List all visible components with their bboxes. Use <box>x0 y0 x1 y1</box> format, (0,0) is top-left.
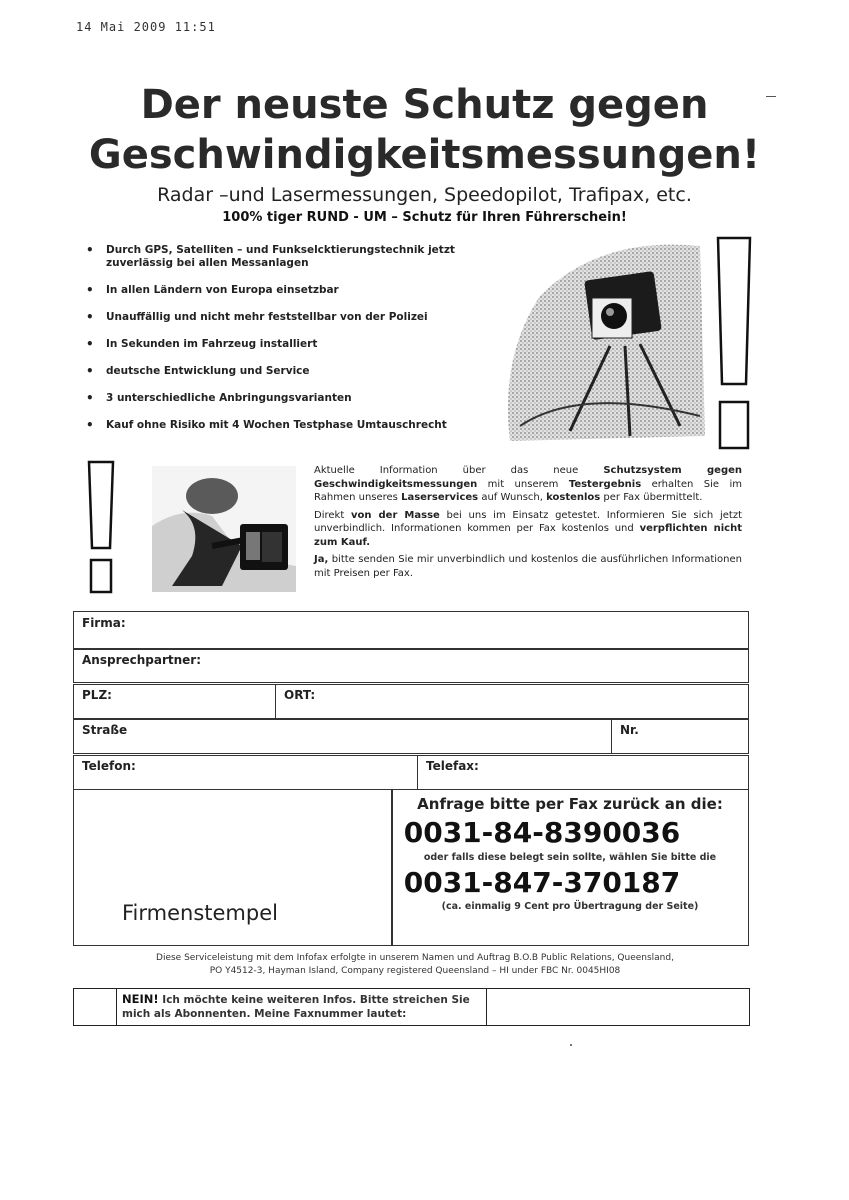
unsubscribe-no: NEIN! <box>122 992 159 1006</box>
feature-item: • Unauffällig und nicht mehr feststellbar von der Polizei <box>86 311 466 324</box>
fax-number-secondary: 0031-847-370187 <box>403 866 681 899</box>
exclamation-icon <box>86 460 116 596</box>
footer-line: Diese Serviceleistung mit dem Infofax erfolgte in unserem Namen und Auftrag B.O.B Public Relations, Queensland, <box>156 953 674 963</box>
fax-label: Telefax: <box>426 759 479 773</box>
exclamation-icon <box>714 236 754 452</box>
feature-item: • In Sekunden im Fahrzeug installiert <box>86 338 466 351</box>
house-number-label: Nr. <box>620 723 639 737</box>
city-label: ORT: <box>284 688 316 702</box>
officer-laser-photo <box>152 466 296 592</box>
fax-field[interactable] <box>417 755 749 790</box>
stray-mark <box>570 1044 572 1046</box>
street-field[interactable] <box>73 719 613 754</box>
headline-subline: Radar –und Lasermessungen, Speedopilot, Trafipax, etc. <box>157 184 692 206</box>
fax-alt-note: oder falls diese belegt sein sollte, wählen Sie bitte die <box>423 852 717 863</box>
fax-cost-note: (ca. einmalig 9 Cent pro Übertragung der Seite) <box>441 901 699 912</box>
fax-number-primary: 0031-84-8390036 <box>403 816 681 849</box>
info-paragraph: Direkt von der Masse bei uns im Einsatz getestet. Informieren Sie sich jetzt unverbindlich. Informationen kommen per Fax kostenlos und verpflichten nicht zum Kauf. <box>314 509 742 548</box>
speed-camera-photo <box>500 236 710 450</box>
headline-line-1: Der neuste Schutz gegen <box>140 82 709 128</box>
feature-item: • Kauf ohne Risiko mit 4 Wochen Testphase Umtauschrecht <box>86 419 466 432</box>
info-text-block <box>314 464 742 584</box>
firma-label: Firma: <box>82 616 126 630</box>
company-stamp-box[interactable] <box>73 789 393 946</box>
feature-item: • In allen Ländern von Europa einsetzbar <box>86 284 466 297</box>
fax-return-box <box>391 789 749 946</box>
fax-return-title: Anfrage bitte per Fax zurück an die: <box>417 795 723 813</box>
footer-line: PO Y4512-3, Hayman Island, Company registered Queensland – HI under FBC Nr. 0045HI08 <box>209 966 621 976</box>
company-stamp-label: Firmenstempel <box>122 901 278 925</box>
unsubscribe-checkbox[interactable] <box>74 989 117 1025</box>
street-label: Straße <box>82 723 128 737</box>
phone-field[interactable] <box>73 755 419 790</box>
phone-label: Telefon: <box>82 759 136 773</box>
plz-field[interactable] <box>73 684 277 719</box>
contact-person-field[interactable] <box>73 649 749 683</box>
unsubscribe-box <box>73 988 750 1026</box>
feature-item: • 3 unterschiedliche Anbringungsvarianten <box>86 392 466 405</box>
plz-label: PLZ: <box>82 688 112 702</box>
feature-list <box>86 244 466 446</box>
unsubscribe-text: NEIN! Ich möchte keine weiteren Infos. Bitte streichen Sie mich als Abonnenten. Meine Faxnummer lautet: <box>122 992 470 1020</box>
city-field[interactable] <box>275 684 749 719</box>
info-paragraph: Aktuelle Information über das neue Schutzsystem gegen Geschwindigkeitsmessungen mit unserem Testergebnis erhalten Sie im Rahmen unseres Laserservices auf Wunsch, kostenlos per Fax übermittelt. <box>314 465 742 503</box>
unsubscribe-fax-number-field[interactable] <box>486 989 749 1025</box>
house-number-field[interactable] <box>611 719 749 754</box>
fax-transmission-header: 14 Mai 2009 11:51 <box>76 20 216 34</box>
feature-item: • Durch GPS, Satelliten – und Funkselcktierungstechnik jetzt zuverlässig bei allen Messanlagen <box>86 244 466 270</box>
feature-item: • deutsche Entwicklung und Service <box>86 365 466 378</box>
headline-tagline: 100% tiger RUND - UM – Schutz für Ihren Führerschein! <box>222 210 627 225</box>
firma-field[interactable] <box>73 611 749 649</box>
service-footer <box>110 952 720 978</box>
info-paragraph: Ja, bitte senden Sie mir unverbindlich und kostenlos die ausführlichen Informationen mit Preisen per Fax. <box>314 554 742 579</box>
headline-line-2: Geschwindigkeitsmessungen! <box>88 132 761 178</box>
contact-person-label: Ansprechpartner: <box>82 653 202 667</box>
